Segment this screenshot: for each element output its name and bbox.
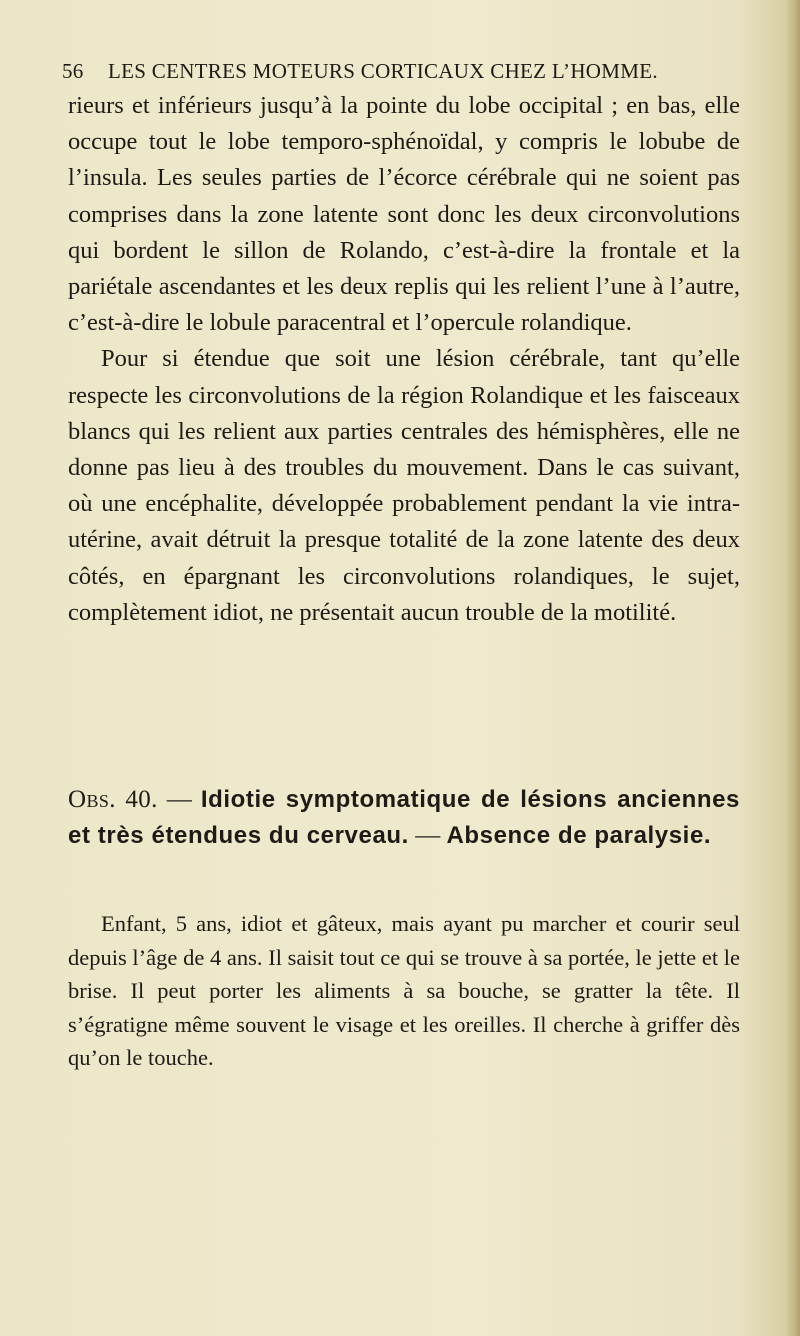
paragraph: Pour si étendue que soit une lésion cérébrale, tant qu’elle respecte les circonvolutions de la région Rolandique et les faisceaux blancs qui les relient aux parties centrales des hémisphères, elle ne donne pas lieu à des troubles du mouvement. Dans le cas suivant, où une encéphalite, développée probablement pendant la vie intra-utérine, avait détruit la presque totalité de la zone latente des deux côtés, en épargnant les circonvolutions rolandiques, le sujet, complètement idiot, ne présentait aucun trouble de la motilité. bbox=[68, 345, 740, 626]
observation-label: Obs. 40. bbox=[68, 786, 158, 813]
running-header bbox=[62, 56, 742, 86]
observation-subtitle: Absence de paralysie. bbox=[446, 822, 712, 849]
case-description bbox=[68, 907, 740, 1075]
case-paragraph: Enfant, 5 ans, idiot et gâteux, mais ayant pu marcher et courir seul depuis l’âge de 4 ans. Il saisit tout ce qui se trouve à sa portée, le jette et le brise. Il peut porter les aliments à sa bouche, se gratter la tête. Il s’égratigne même souvent le visage et les oreilles. Il cherche à griffer dès qu’on le touche. bbox=[68, 911, 740, 1070]
observation-title-dash: — bbox=[408, 822, 447, 849]
paragraph-continued: rieurs et inférieurs jusqu’à la pointe du lobe occipital ; en bas, elle occupe tout le lobe temporo-sphénoïdal, y compris le lobube de l’insula. Les seules parties de l’écorce cérébrale qui ne soient pas comprises dans la zone latente sont donc les deux circonvolutions qui bordent le sillon de Rolando, c’est-à-dire la frontale et la pariétale ascendantes et les deux replis qui les relient l’une à l’autre, c’est-à-dire le lobule paracentral et l’opercule rolandique. bbox=[68, 92, 740, 337]
page-number: 56 bbox=[62, 59, 84, 83]
observation-dash: — bbox=[157, 786, 201, 813]
observation-title: Idiotie symptomatique de lésions anciennes et très étendues du cerveau. bbox=[68, 786, 740, 849]
page-edge-shadow bbox=[786, 0, 800, 1336]
observation-heading bbox=[68, 782, 740, 854]
running-title: LES CENTRES MOTEURS CORTICAUX CHEZ L’HOMME. bbox=[108, 59, 658, 83]
main-text bbox=[68, 88, 740, 631]
